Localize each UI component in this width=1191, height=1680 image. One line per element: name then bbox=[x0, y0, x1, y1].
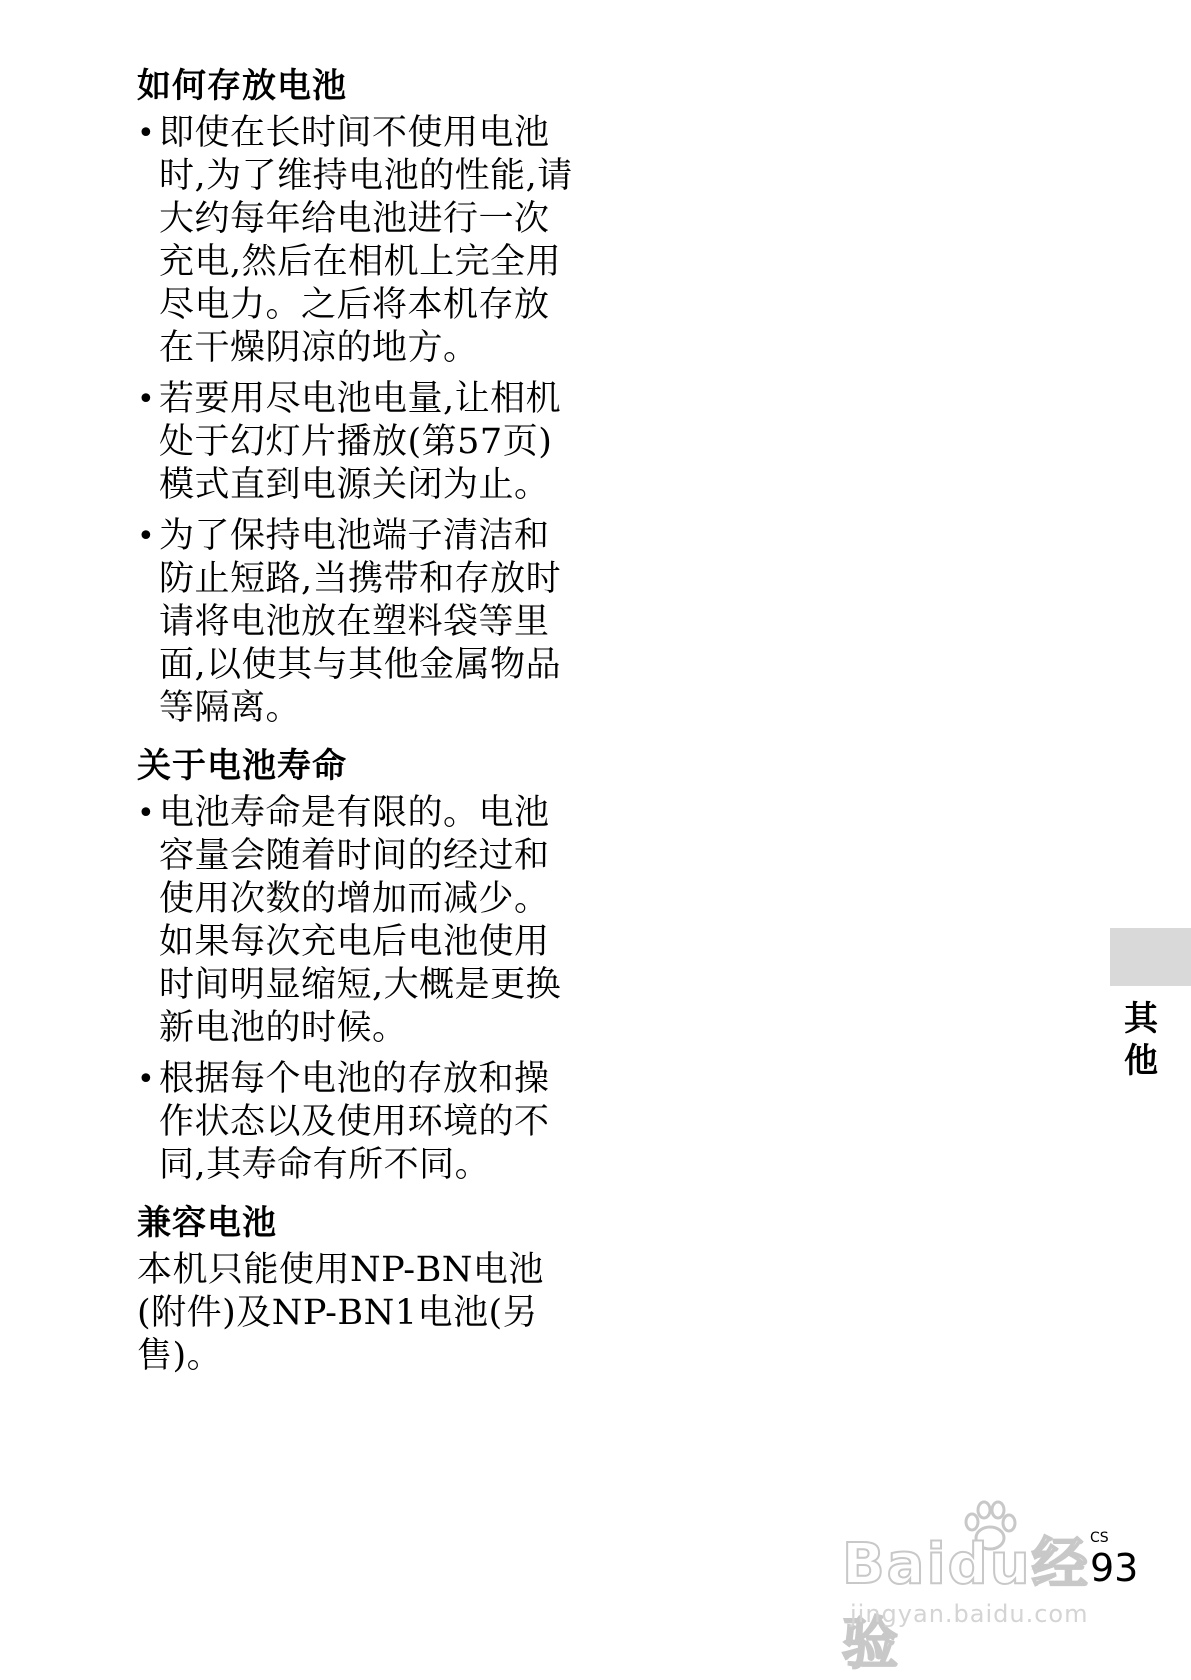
list-item bbox=[137, 515, 577, 730]
side-tab-label bbox=[1110, 998, 1172, 1082]
compatible-battery-text: 本机只能使用NP-BN电池(附件)及NP-BN1电池(另售)。 bbox=[137, 1250, 544, 1376]
watermark-url: jingyan.baidu.com bbox=[850, 1600, 1089, 1628]
battery-life-bullet-list bbox=[137, 792, 577, 1187]
bullet-icon: • bbox=[137, 796, 156, 831]
bullet-icon: • bbox=[137, 519, 156, 554]
bullet-text: 为了保持电池端子清洁和防止短路,当携带和存放时请将电池放在塑料袋等里面,以使其与其他金属物品等隔离。 bbox=[159, 516, 562, 728]
side-tab-marker bbox=[1110, 928, 1191, 986]
side-tab-char: 他 bbox=[1124, 1041, 1158, 1081]
bullet-text: 电池寿命是有限的。电池容量会随着时间的经过和使用次数的增加而减少。如果每次充电后电池使用时间明显缩短,大概是更换新电池的时候。 bbox=[159, 793, 562, 1048]
section-heading-storage: 如何存放电池 bbox=[137, 66, 347, 106]
bullet-text: 即使在长时间不使用电池时,为了维持电池的性能,请大约每年给电池进行一次充电,然后在相机上完全用尽电力。之后将本机存放在干燥阴凉的地方。 bbox=[159, 113, 573, 368]
list-item bbox=[137, 378, 577, 507]
bullet-text: 根据每个电池的存放和操作状态以及使用环境的不同,其寿命有所不同。 bbox=[159, 1059, 550, 1185]
storage-bullet-list bbox=[137, 112, 577, 730]
list-item bbox=[137, 1058, 577, 1187]
main-content bbox=[137, 64, 577, 1378]
watermark-logo: Baidu经验 bbox=[842, 1532, 1090, 1677]
side-tab-char: 其 bbox=[1124, 999, 1158, 1039]
page-language-code: CS bbox=[1090, 1530, 1109, 1546]
list-item bbox=[137, 792, 577, 1050]
list-item bbox=[137, 112, 577, 370]
section-heading-battery-life: 关于电池寿命 bbox=[137, 746, 347, 786]
bullet-icon: • bbox=[137, 382, 156, 417]
bullet-icon: • bbox=[137, 116, 156, 151]
section-heading-compatible-battery: 兼容电池 bbox=[137, 1203, 277, 1243]
bullet-icon: • bbox=[137, 1062, 156, 1097]
page-number: 93 bbox=[1090, 1546, 1139, 1590]
bullet-text: 若要用尽电池电量,让相机处于幻灯片播放(第57页)模式直到电源关闭为止。 bbox=[159, 379, 562, 505]
baidu-jingyan-watermark bbox=[842, 1500, 1132, 1677]
